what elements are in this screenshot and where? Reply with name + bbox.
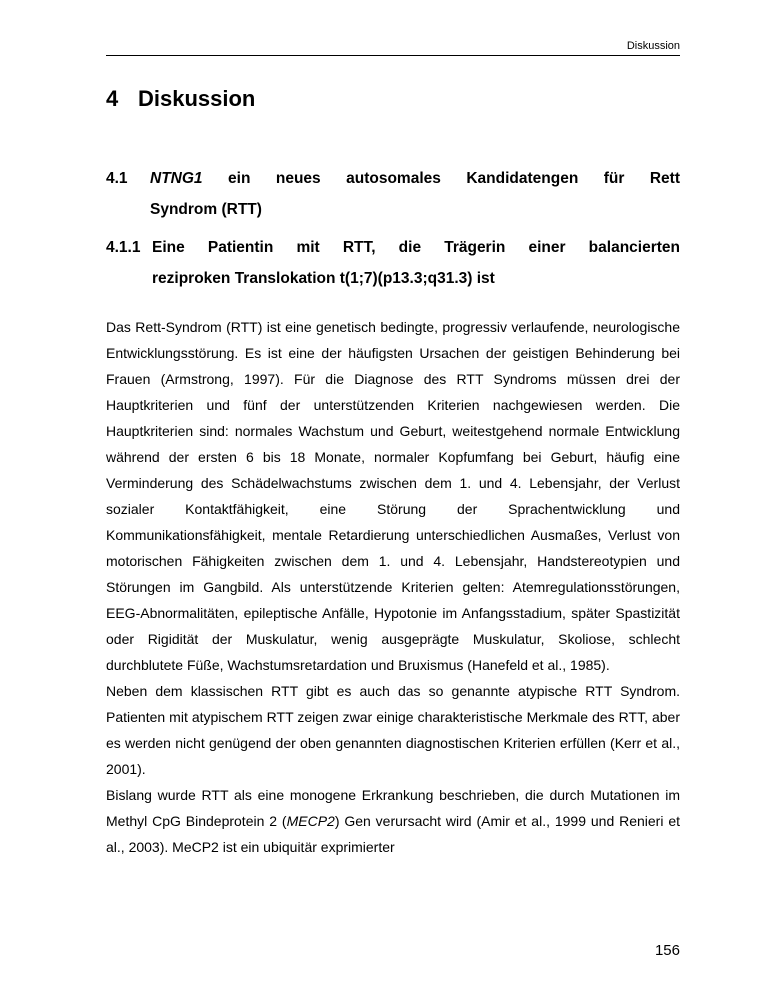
body-text: [106, 314, 680, 860]
subsection-number: 4.1.1: [106, 239, 141, 256]
running-title: Diskussion: [626, 40, 680, 52]
section-title-line1: ein neues autosomales Kandidatengen für Rett: [228, 170, 681, 187]
chapter-heading: [106, 86, 255, 112]
running-header: [106, 40, 680, 56]
subsection-title-line1: Eine Patientin mit RTT, die Trägerin einer balancierten: [152, 239, 680, 256]
paragraph-1: Das Rett-Syndrom (RTT) ist eine genetisch bedingte, progressiv verlaufende, neurologische Entwicklungsstörung. Es ist eine der häufigsten Ursachen der geistigen Behinderung bei Frauen (Armstrong, 1997). Für die Diagnose des RTT Syndroms müssen drei der Hauptkriterien und fünf der unterstützenden Kriterien nachgewiesen werden. Die Hauptkriterien sind: normales Wachstum und Geburt, weitestgehend normale Entwicklung während der ersten 6 bis 18 Monate, normaler Kopfumfang bei Geburt, häufig eine Verminderung des Schädelwachstums zwischen dem 1. und 4. Lebensjahr, der Verlust sozialer Kontaktfähigkeit, eine Störung der Sprachentwicklung und Kommunikationsfähigkeit, mentale Retardierung unterschiedlichen Ausmaßes, Verlust von motorischen Fähigkeiten zwischen dem 1. und 4. Lebensjahr, Handstereotypien und Störungen im Gangbild. Als unterstützende Kriterien gelten: Atemregulationsstörungen, EEG-Abnormalitäten, epileptische Anfälle, Hypotonie im Anfangsstadium, später Spastizität oder Rigidität der Muskulatur, wenig ausgeprägte Muskulatur, Skoliose, schlecht durchblutete Füße, Wachstumsretardation und Bruxismus (Hanefeld et al., 1985).: [106, 319, 680, 673]
paragraph-3-end: ) Gen verursacht wird (Amir et al., 1999 und Renieri et al., 2003). MeCP2 ist ein ubiquitär exprimierter: [106, 813, 680, 855]
paragraph-3: [106, 782, 680, 860]
gene-name: NTNG1: [150, 170, 203, 187]
section-title-line2: Syndrom (RTT): [150, 201, 262, 218]
chapter-title: Diskussion: [138, 86, 256, 111]
gene-name-mecp2: MECP2: [286, 813, 335, 829]
page-number: 156: [654, 942, 680, 959]
paragraph-2: Neben dem klassischen RTT gibt es auch das so genannte atypische RTT Syndrom. Patienten mit atypischem RTT zeigen zwar einige charakteristische Merkmale des RTT, aber es werden nicht genügend der oben genannten diagnostischen Kriterien erfüllen (Kerr et al., 2001).: [106, 683, 680, 777]
subsection-title-line2: reziproken Translokation t(1;7)(p13.3;q31.3) ist: [152, 270, 495, 287]
subsection-heading-4-1-1: [106, 232, 680, 294]
section-number: 4.1: [106, 170, 128, 187]
section-heading-4-1: [106, 163, 680, 225]
paragraph-3-start: Bislang wurde RTT als eine monogene Erkrankung beschrieben, die durch Mutationen im Methyl CpG Bindeprotein 2 (: [106, 787, 680, 829]
chapter-number: 4: [106, 86, 119, 111]
